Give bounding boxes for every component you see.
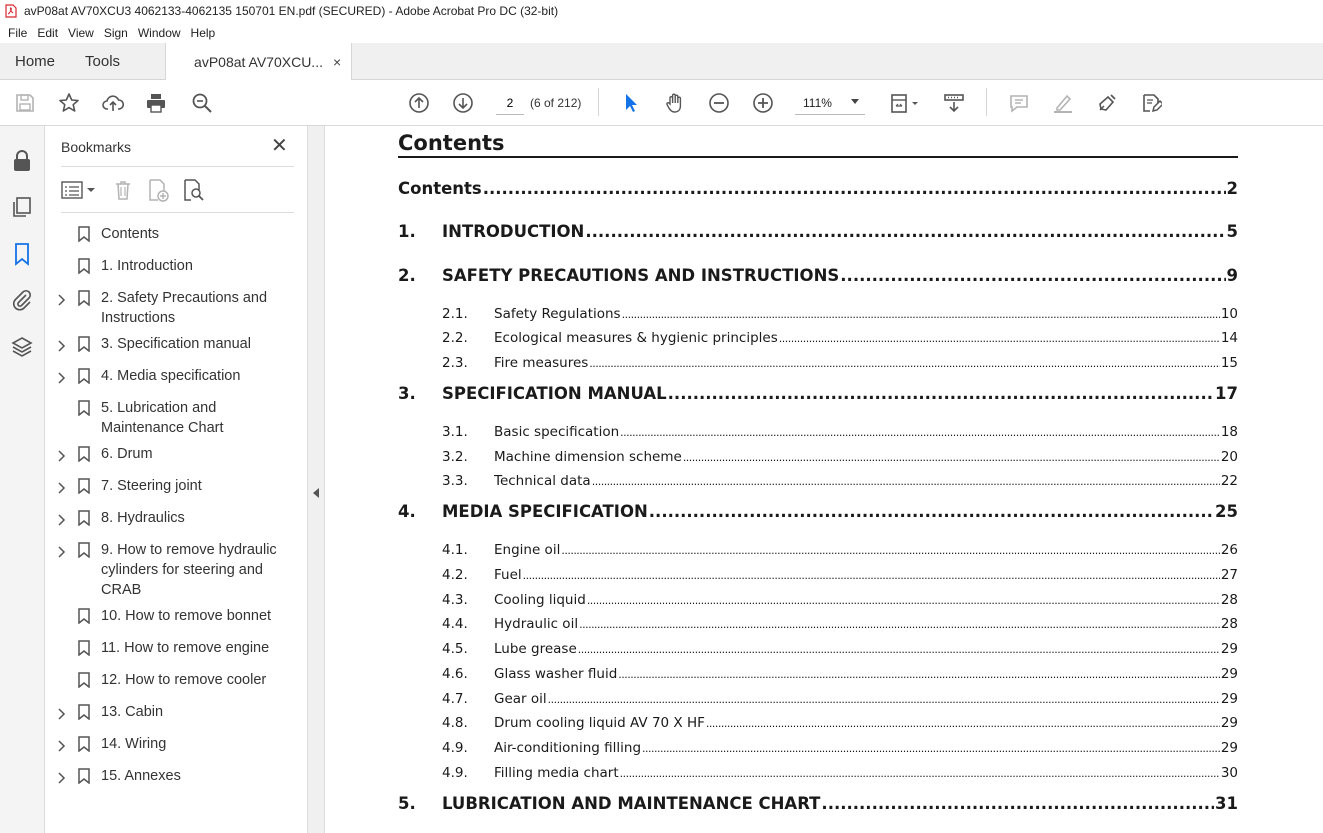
print-icon[interactable] (143, 90, 169, 116)
scrolling-mode-icon[interactable] (941, 90, 967, 116)
chevron-right-icon[interactable] (57, 544, 67, 556)
toc-entry[interactable] (398, 384, 1238, 403)
tab-document[interactable] (165, 43, 352, 81)
toc-title: Machine dimension scheme (494, 449, 682, 465)
toc-entry[interactable] (398, 542, 1238, 558)
toc-page-number: 29 (1220, 641, 1238, 657)
toc-title: Engine oil (494, 542, 561, 558)
bookmark-label: 14. Wiring (101, 736, 167, 752)
bookmark-icon (78, 510, 90, 526)
previous-page-icon[interactable] (406, 90, 432, 116)
toc-dot-leader (587, 592, 1220, 608)
chevron-right-icon[interactable] (57, 480, 67, 492)
zoom-out-icon[interactable] (706, 90, 732, 116)
toc-number: 4. (398, 502, 416, 521)
toc-number: 3. (398, 384, 416, 403)
heading-rule (398, 156, 1238, 158)
toc-number: 2. (398, 266, 416, 285)
toc-page-number: 25 (1215, 502, 1238, 521)
menu-file[interactable]: File (8, 25, 28, 40)
chevron-right-icon[interactable] (57, 338, 67, 350)
toc-dot-leader (589, 355, 1220, 371)
title-bar (0, 0, 1323, 22)
toc-title: Drum cooling liquid AV 70 X HF (494, 715, 705, 731)
toc-page-number: 29 (1220, 740, 1238, 756)
toc-title: Contents (398, 179, 482, 198)
toc-title: Ecological measures & hygienic principles (494, 330, 778, 346)
zoom-in-icon[interactable] (750, 90, 776, 116)
tab-home-label: Home (15, 52, 56, 70)
bookmark-icon (78, 226, 90, 242)
toc-number: 4.9. (442, 765, 468, 781)
toc-number: 2.1. (442, 306, 468, 322)
panel-collapse-strip[interactable] (308, 126, 325, 833)
bookmark-label: 12. How to remove cooler (101, 672, 267, 688)
toc-entry[interactable] (398, 424, 1238, 440)
bookmark-label: 6. Drum (101, 446, 153, 462)
hand-tool-icon[interactable] (662, 90, 688, 116)
toc-title: Basic specification (494, 424, 620, 440)
toc-dot-leader (821, 794, 1214, 813)
document-view[interactable] (325, 126, 1323, 833)
toc-dot-leader (779, 330, 1220, 346)
toc-entry[interactable] (398, 691, 1238, 707)
menu-help[interactable]: Help (190, 25, 216, 40)
bookmark-icon (78, 736, 90, 752)
comment-icon[interactable] (1006, 90, 1032, 116)
bookmark-icon (78, 768, 90, 784)
bookmarks-panel-title: Bookmarks (61, 139, 132, 155)
page-heading: Contents (398, 131, 505, 155)
toc-dot-leader (578, 641, 1220, 657)
toc-title: Filling media chart (494, 765, 619, 781)
bookmark-icon (78, 336, 90, 352)
bookmark-icon (78, 478, 90, 494)
bookmark-icon (78, 258, 90, 274)
next-page-icon[interactable] (450, 90, 476, 116)
bookmark-label: 9. How to remove hydraulic cylinders for steering and CRAB (101, 542, 277, 598)
bookmarks-panel (45, 126, 308, 833)
chevron-right-icon[interactable] (57, 706, 67, 718)
toc-page-number: 10 (1220, 306, 1238, 322)
menu-sign[interactable]: Sign (103, 25, 128, 40)
toc-dot-leader (592, 473, 1220, 489)
toc-dot-leader (622, 306, 1220, 322)
toc-entry[interactable] (398, 179, 1238, 198)
acrobat-pdf-icon (4, 4, 18, 18)
menu-view[interactable]: View (68, 25, 94, 40)
select-cursor-icon[interactable] (618, 90, 644, 116)
toc-number: 2.3. (442, 355, 468, 371)
bookmark-icon (78, 608, 90, 624)
bookmark-label: 5. Lubrication and Maintenance Chart (101, 400, 224, 436)
menu-bar (0, 22, 1323, 43)
toc-page-number: 30 (1220, 765, 1238, 781)
panel-divider (61, 212, 294, 213)
draw-sign-icon[interactable] (1094, 90, 1120, 116)
toc-number: 5. (398, 794, 416, 813)
toc-entry[interactable] (398, 592, 1238, 608)
toc-page-number: 17 (1215, 384, 1238, 403)
toc-title: SAFETY PRECAUTIONS AND INSTRUCTIONS (442, 266, 840, 285)
menu-window[interactable]: Window (137, 25, 181, 40)
toc-page-number: 2 (1226, 179, 1238, 198)
star-icon[interactable] (56, 90, 82, 116)
bookmark-label: 2. Safety Precautions and Instructions (101, 290, 268, 326)
toc-number: 1. (398, 222, 416, 241)
bookmark-label: 11. How to remove engine (101, 640, 270, 656)
toc-number: 4.8. (442, 715, 468, 731)
bookmark-label: 13. Cabin (101, 704, 164, 720)
toc-dot-leader (523, 567, 1220, 583)
bookmark-icon (78, 368, 90, 384)
page-count: (6 of 212) (530, 96, 582, 110)
bookmark-label: 15. Annexes (101, 768, 181, 784)
toc-number: 4.4. (442, 616, 468, 632)
toc-page-number: 15 (1220, 355, 1238, 371)
toc-entry[interactable] (398, 222, 1238, 241)
toc-dot-leader (618, 666, 1220, 682)
toolbar-divider (598, 88, 599, 116)
left-rail (0, 126, 45, 833)
bookmark-icon (78, 446, 90, 462)
toc-entry[interactable] (398, 330, 1238, 346)
layers-icon[interactable] (10, 335, 34, 359)
toc-title: LUBRICATION AND MAINTENANCE CHART (442, 794, 821, 813)
toc-entry[interactable] (398, 306, 1238, 322)
toc-page-number: 26 (1220, 542, 1238, 558)
save-icon[interactable] (12, 90, 38, 116)
toc-title: Technical data (494, 473, 591, 489)
toc-entry[interactable] (398, 616, 1238, 632)
toc-page-number: 29 (1220, 715, 1238, 731)
toc-page-number: 29 (1220, 691, 1238, 707)
bookmark-label: 10. How to remove bonnet (101, 608, 272, 624)
toolbar (0, 80, 1323, 126)
toc-page-number: 5 (1226, 222, 1238, 241)
toc-entry[interactable] (398, 355, 1238, 371)
chevron-right-icon[interactable] (57, 448, 67, 460)
panel-divider (61, 166, 294, 167)
toc-title: Fuel (494, 567, 522, 583)
toc-page-number: 29 (1220, 666, 1238, 682)
toc-title: Air-conditioning filling (494, 740, 642, 756)
toc-page-number: 18 (1220, 424, 1238, 440)
toc-page-number: 28 (1220, 616, 1238, 632)
toc-number: 2.2. (442, 330, 468, 346)
toc-title: SPECIFICATION MANUAL (442, 384, 667, 403)
toc-number: 3.1. (442, 424, 468, 440)
page-number-input[interactable] (496, 91, 524, 115)
toc-dot-leader (683, 449, 1220, 465)
bookmark-label: 7. Steering joint (101, 478, 202, 494)
chevron-right-icon[interactable] (57, 370, 67, 382)
toc-entry[interactable] (398, 266, 1238, 285)
bookmark-icon (78, 704, 90, 720)
toc-entry[interactable] (398, 740, 1238, 756)
bookmark-icon (78, 400, 90, 416)
tab-tools[interactable] (70, 43, 135, 79)
highlight-pen-icon[interactable] (1050, 90, 1076, 116)
toc-title: Glass washer fluid (494, 666, 618, 682)
attachment-paperclip-icon[interactable] (10, 288, 34, 312)
toc-dot-leader (548, 691, 1220, 707)
collapse-arrow-icon[interactable] (313, 488, 319, 498)
lock-icon[interactable] (10, 149, 34, 173)
window-title: avP08at AV70XCU3 4062133-4062135 150701 EN.pdf (SECURED) - Adobe Acrobat Pro DC (32-bit) (24, 4, 559, 18)
delete-bookmark-trash-icon[interactable] (113, 178, 133, 202)
find-bookmark-icon[interactable] (181, 178, 205, 202)
toc-number: 4.3. (442, 592, 468, 608)
toc-title: MEDIA SPECIFICATION (442, 502, 648, 521)
toc-dot-leader (668, 384, 1214, 403)
bookmark-panel-icon[interactable] (10, 242, 34, 266)
zoom-level-dropdown[interactable] (795, 91, 865, 115)
fill-sign-icon[interactable] (1138, 90, 1164, 116)
toc-dot-leader (840, 266, 1225, 285)
bookmark-icon (78, 290, 90, 306)
toc-title: Safety Regulations (494, 306, 621, 322)
bookmark-options-button[interactable] (61, 178, 97, 202)
toc-dot-leader (620, 424, 1220, 440)
toc-dot-leader (642, 740, 1220, 756)
toc-number: 3.2. (442, 449, 468, 465)
bookmark-icon (78, 672, 90, 688)
bookmark-label: 8. Hydraulics (101, 510, 185, 526)
chevron-right-icon[interactable] (57, 512, 67, 524)
zoom-level-value: 111% (803, 95, 832, 110)
toc-page-number: 9 (1226, 266, 1238, 285)
chevron-down-icon (851, 99, 859, 104)
toc-number: 4.6. (442, 666, 468, 682)
toc-dot-leader (585, 222, 1225, 241)
toc-entry[interactable] (398, 473, 1238, 489)
bookmark-label: 4. Media specification (101, 368, 241, 384)
toc-number: 4.1. (442, 542, 468, 558)
toc-number: 4.2. (442, 567, 468, 583)
chevron-right-icon[interactable] (57, 770, 67, 782)
toc-dot-leader (706, 715, 1220, 731)
bookmark-label: Contents (101, 226, 160, 242)
toc-title: Hydraulic oil (494, 616, 579, 632)
toc-title: INTRODUCTION (442, 222, 585, 241)
toc-title: Lube grease (494, 641, 577, 657)
chevron-right-icon[interactable] (57, 292, 67, 304)
toc-title: Cooling liquid (494, 592, 586, 608)
toc-entry[interactable] (398, 641, 1238, 657)
toc-page-number: 20 (1220, 449, 1238, 465)
toc-entry[interactable] (398, 567, 1238, 583)
chevron-right-icon[interactable] (57, 738, 67, 750)
toc-title: Gear oil (494, 691, 547, 707)
toc-number: 4.9. (442, 740, 468, 756)
toolbar-divider (986, 88, 987, 116)
toc-entry[interactable] (398, 502, 1238, 521)
toc-title: Fire measures (494, 355, 589, 371)
toc-entry[interactable] (398, 765, 1238, 781)
toc-page-number: 22 (1220, 473, 1238, 489)
toc-dot-leader (579, 616, 1220, 632)
toc-page-number: 28 (1220, 592, 1238, 608)
toc-dot-leader (483, 179, 1226, 198)
tab-home[interactable] (0, 43, 70, 79)
bookmark-icon (78, 640, 90, 656)
toc-number: 4.7. (442, 691, 468, 707)
tab-document-label: avP08at AV70XCU... (194, 54, 323, 70)
toc-number: 4.5. (442, 641, 468, 657)
toc-dot-leader (649, 502, 1214, 521)
tab-close-icon[interactable]: × (332, 54, 342, 70)
toc-page-number: 31 (1215, 794, 1238, 813)
new-bookmark-icon[interactable] (146, 178, 170, 202)
bookmark-label: 1. Introduction (101, 258, 193, 274)
tab-bar (0, 43, 1323, 80)
bookmark-label: 3. Specification manual (101, 336, 251, 352)
toc-dot-leader (620, 765, 1220, 781)
zoom-search-icon[interactable] (189, 90, 215, 116)
page-thumbnails-icon[interactable] (10, 195, 34, 219)
bookmark-icon (78, 542, 90, 558)
upload-cloud-icon[interactable] (100, 90, 126, 116)
toc-page-number: 14 (1220, 330, 1238, 346)
toc-entry[interactable] (398, 715, 1238, 731)
toc-entry[interactable] (398, 794, 1238, 813)
tab-tools-label: Tools (85, 52, 121, 70)
toc-page-number: 27 (1220, 567, 1238, 583)
close-icon[interactable]: ✕ (271, 135, 288, 157)
toc-dot-leader (561, 542, 1219, 558)
toc-entry[interactable] (398, 666, 1238, 682)
menu-edit[interactable]: Edit (37, 25, 59, 40)
toc-entry[interactable] (398, 449, 1238, 465)
page-fit-icon[interactable] (886, 90, 922, 116)
toc-number: 3.3. (442, 473, 468, 489)
